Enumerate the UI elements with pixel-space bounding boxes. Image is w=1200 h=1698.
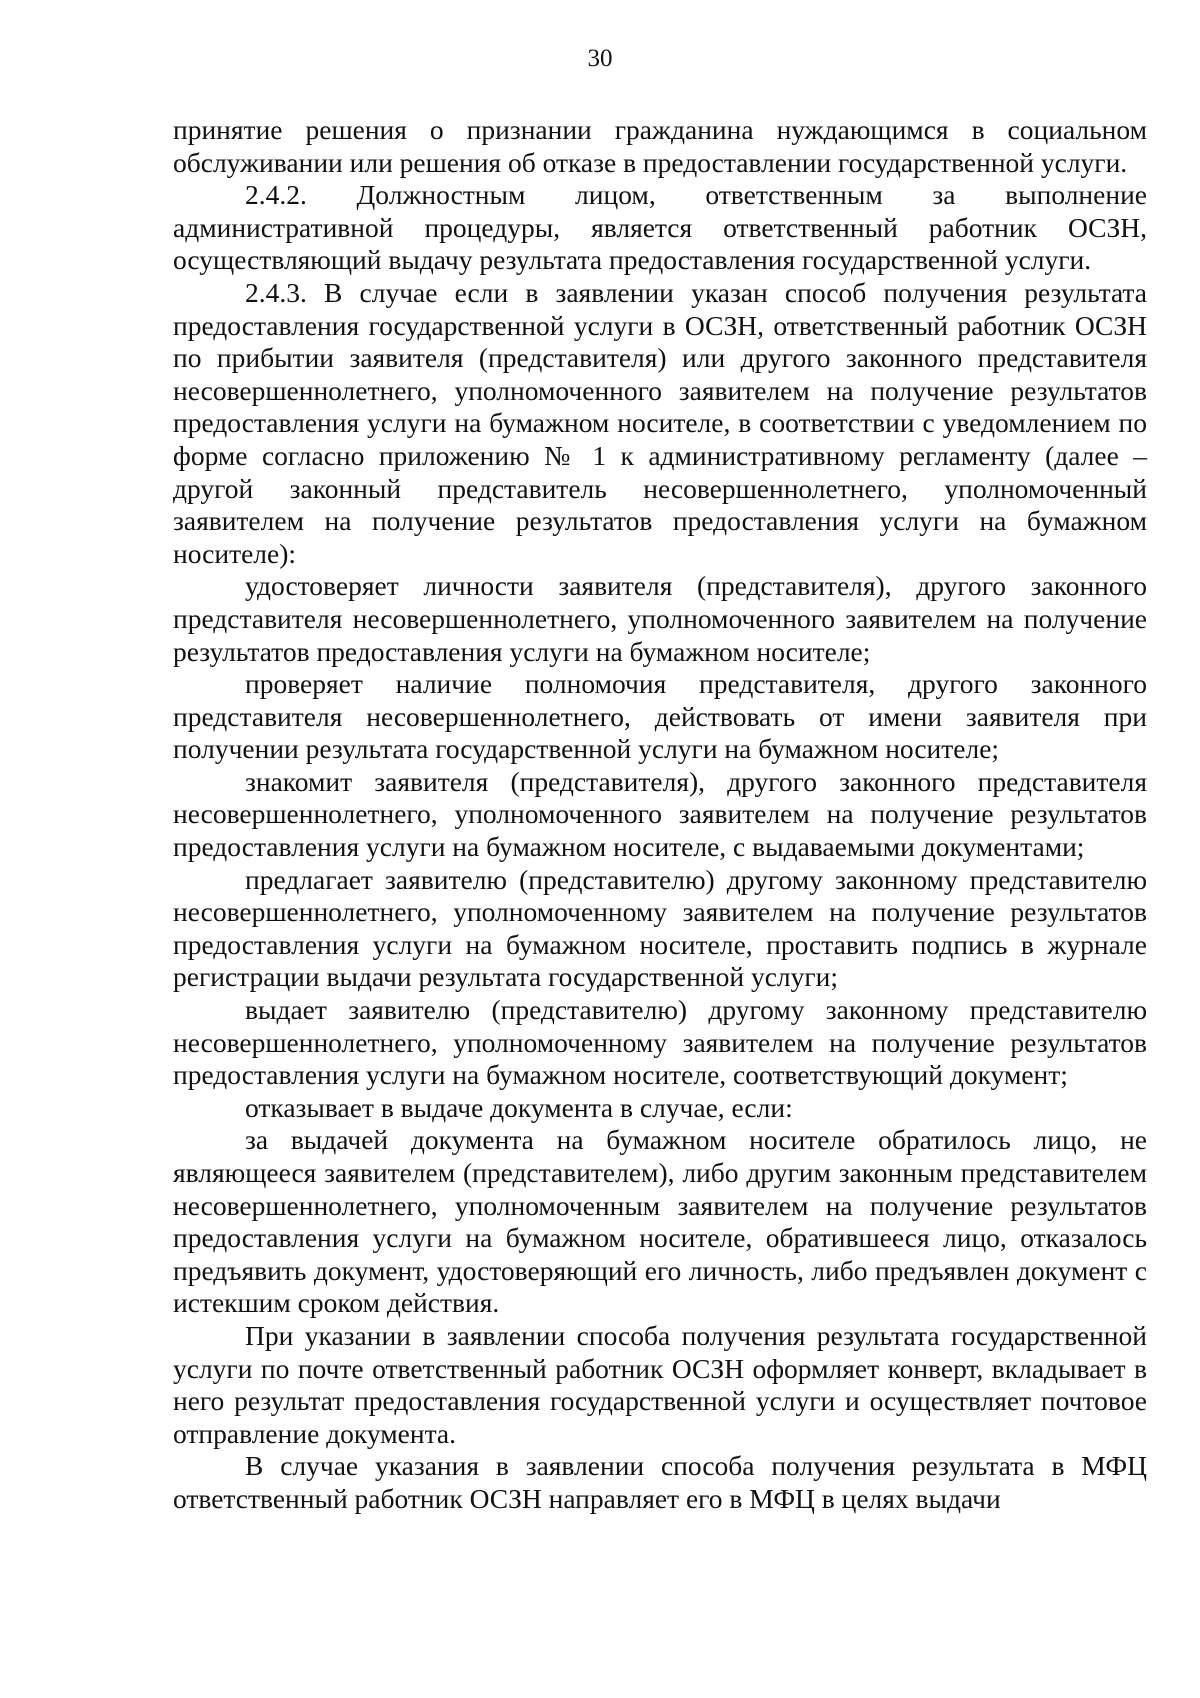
paragraph-refuses-issue: отказывает в выдаче документа в случае, если:	[245, 1091, 793, 1123]
paragraph-2-4-2: 2.4.2. Должностным лицом, ответственным за выполнение административной процедуры, является ответственный работник ОСЗН, осуществляющий выдачу результата предоставления государственной услуги.	[173, 179, 1147, 276]
paragraph-verifies-identity: удостоверяет личности заявителя (представителя), другого законного представителя несовершеннолетнего, уполномоченного заявителем на получение результатов предоставления услуги на бумажном носителе;	[173, 570, 1147, 667]
document-body	[173, 114, 1147, 1516]
page-number: 30	[587, 45, 613, 72]
paragraph-decision-continuation: принятие решения о признании гражданина нуждающимся в социальном обслуживании или решения об отказе в предоставлении государственной услуги.	[173, 114, 1147, 178]
paragraph-issues-document: выдает заявителю (представителю) другому законному представителю несовершеннолетнего, уполномоченному заявителем на получение результатов предоставления услуги на бумажном носителе, соответствующий документ;	[173, 994, 1147, 1091]
paragraph-refusal-conditions: за выдачей документа на бумажном носителе обратилось лицо, не являющееся заявителем (представителем), либо другим законным представителем несовершеннолетнего, уполномоченным заявителем на получение результатов предоставления услуги на бумажном носителе, обратившееся лицо, отказалось предъявить документ, удостоверяющий его личность, либо предъявлен документ с истекшим сроком действия.	[173, 1124, 1147, 1319]
paragraph-introduces-documents: знакомит заявителя (представителя), другого законного представителя несовершеннолетнего, уполномоченного заявителем на получение результатов предоставления услуги на бумажном носителе, с выдаваемыми документами;	[173, 765, 1147, 863]
paragraph-postal-delivery: При указании в заявлении способа получения результата государственной услуги по почте ответственный работник ОСЗН оформляет конверт, вкладывает в него результат предоставления государственной услуги и осуществляет почтовое отправление документа.	[173, 1319, 1147, 1449]
paragraph-mfc-delivery: В случае указания в заявлении способа получения результата в МФЦ ответственный работник ОСЗН направляет его в МФЦ в целях выдачи	[173, 1450, 1147, 1514]
paragraph-2-4-3: 2.4.3. В случае если в заявлении указан способ получения результата предоставления государственной услуги в ОСЗН, ответственный работник ОСЗН по прибытии заявителя (представителя) или другого законного представителя несовершеннолетнего, уполномоченного заявителем на получение результатов предоставления услуги на бумажном носителе, в соответствии с уведомлением по форме согласно приложению № 1 к административному регламенту (далее – другой законный представитель несовершеннолетнего, уполномоченный заявителем на получение результатов предоставления услуги на бумажном носителе):	[173, 276, 1147, 569]
paragraph-offers-signature: предлагает заявителю (представителю) другому законному представителю несовершеннолетнего, уполномоченному заявителем на получение результатов предоставления услуги на бумажном носителе, проставить подпись в журнале регистрации выдачи результата государственной услуги;	[173, 863, 1147, 993]
paragraph-checks-authority: проверяет наличие полномочия представителя, другого законного представителя несовершеннолетнего, действовать от имени заявителя при получении результата государственной услуги на бумажном носителе;	[173, 668, 1147, 765]
